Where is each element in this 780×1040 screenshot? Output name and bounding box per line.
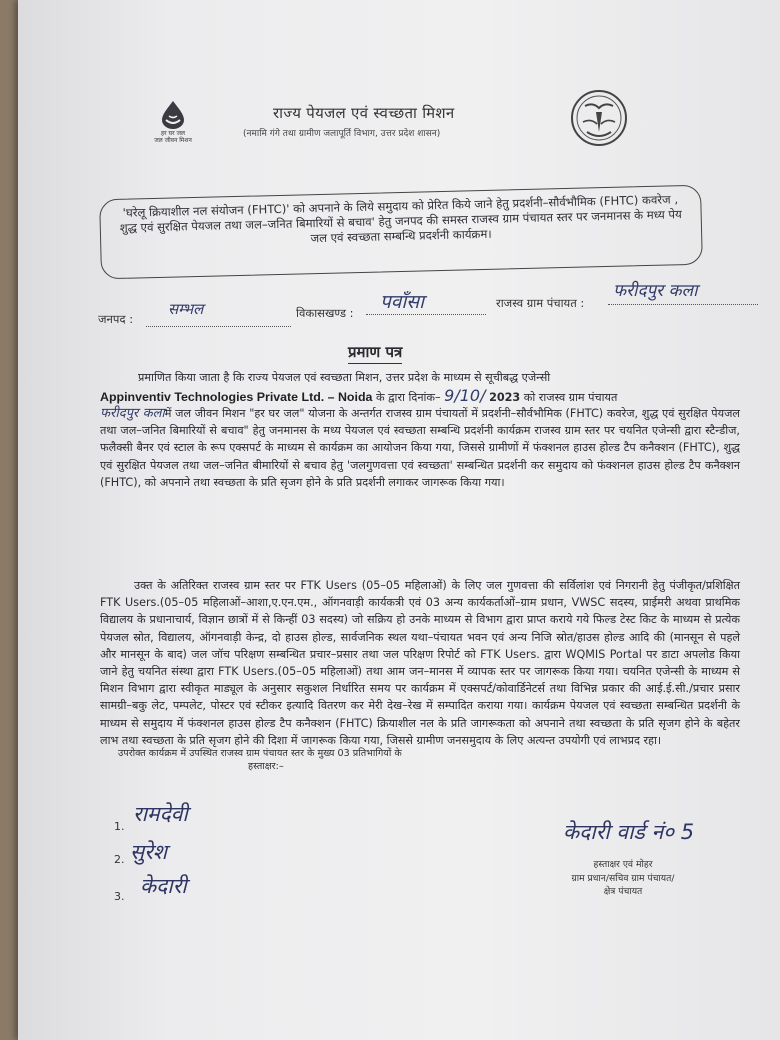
program-title-box: [99, 185, 703, 280]
pradhan-caption-line-2: ग्राम प्रधान/सचिव ग्राम पंचायत/: [571, 872, 675, 884]
certificate-title: प्रमाण पत्र: [348, 342, 402, 364]
participant-1-number: 1.: [114, 820, 125, 833]
signature-intro: [118, 747, 402, 773]
gram-handwritten: फरीदपुर कला: [100, 406, 165, 421]
pradhan-caption: [538, 858, 708, 899]
pradhan-signature: केदारी वार्ड नं० 5: [563, 820, 695, 844]
vikaskhand-value: पवाँसा: [380, 291, 425, 313]
up-government-emblem: [563, 88, 635, 154]
vikaskhand-label: विकासखण्ड :: [296, 306, 354, 320]
mission-subtitle: (नमामि गंगे तथा ग्रामीण जलापूर्ति विभाग, उत्तर प्रदेश शासन): [243, 129, 441, 139]
paragraph-1-rest: में जल जीवन मिशन "हर घर जल" योजना के अन्तर्गत राजस्व ग्राम पंचायतों में प्रदर्शनी–सौर्वभौमिक (FHTC) कवरेज, शुद्ध एवं सुरक्षित पेयजल तथा जल–जनित बिमारियों से बचाव" हेतु जनमानस के मध्य पेयजल एवं स्वच्छता सम्बन्धि प्रदर्शनी कार्यक्रम राजस्व ग्राम स्तर पर चयनित एजेन्सी द्वारा स्टैन्डीज, फलैक्सी बैनर एवं स्टाल के रूप एक्सपर्ट के माध्यम से कार्यक्रम का आयोजन किया गया, जिससे ग्रामीणों में फंक्शनल हाउस होल्ड टैप कनैक्शन (FHTC), शुद्ध एवं सुरक्षित पेयजल तथा जल–जनित बीमारियों से बचाव हेतु 'जलगुणवत्ता एवं स्वच्छता' सम्बन्धित प्रदर्शनी कर समुदाय को फंक्शनल हाउस होल्ड टैप कनैक्शन (FHTC), को अपनाने तथा स्वच्छता के प्रति सृजग होने के प्रति प्रदर्शनी लगाकर जागरूक किया गया।: [100, 407, 741, 489]
gram-panchayat-label: राजस्व ग्राम पंचायत :: [496, 296, 585, 310]
pradhan-caption-line-1: हस्ताक्षर एवं मोहर: [593, 859, 653, 870]
date-handwritten: 9/10/: [444, 386, 486, 405]
participant-2-signature: सुरेश: [130, 840, 168, 864]
agency-name: Appinventiv Technologies Private Ltd. – Noida: [100, 390, 373, 404]
signature-intro-line-1: उपरोक्त कार्यक्रम में उपस्थित राजस्व ग्राम पंचायत स्तर के मुख्य 03 प्रतिभागियों के: [118, 748, 402, 759]
jal-jeevan-mission-logo: [138, 100, 208, 144]
date-year: 2023: [489, 391, 521, 404]
mission-title: राज्य पेयजल एवं स्वच्छता मिशन: [273, 104, 455, 122]
gram-panchayat-value: फरीदपुर कला: [613, 281, 698, 301]
certificate-paragraph-1-body: [100, 405, 740, 491]
up-emblem-icon: [563, 88, 635, 150]
certificate-paragraph-1-line-2: [100, 387, 740, 406]
janpad-value: सम्भल: [168, 300, 204, 318]
participant-3-number: 3.: [114, 890, 125, 903]
janpad-label: जनपद :: [98, 312, 134, 326]
document-page: [18, 0, 780, 1040]
water-drop-logo-icon: [156, 100, 190, 130]
participant-1-signature: रामदेवी: [133, 802, 188, 826]
certificate-paragraph-2: उक्त के अतिरिक्त राजस्व ग्राम स्तर पर FTK Users (05–05 महिलाओं) के लिए जल गुणवत्ता की सर्विलांश एवं निगरानी हेतु पंजीकृत/प्रशिक्षित FTK Users.(05–05 महिलाओं–आशा,ए.एन.एम., ऑगनवाड़ी कार्यकत्री एवं 03 अन्य कार्यकर्ताओं–ग्राम प्रधान, VWSC सदस्य, प्राईमरी अथवा प्राथमिक विद्यालय के प्रधानाचार्य, विज्ञान छात्रों में से किन्हीं 03 सदस्य) जो सक्रिय हो उनके माध्यम से विभाग द्वारा प्राप्त कराये गये फिल्ड टेस्ट किट के माध्यम से प्रत्येक पेयजल स्रोत, विद्यालय, ऑगनवाड़ी केन्द्र, दो हाउस होल्ड, सार्वजनिक स्थल यथा–पंचायत भवन एवं अन्य निजि स्रोत/हाउस होल्ड आदि की (मानसून से पहले और मानसून के बाद) जल जॉच परिक्षण सम्बन्धित प्रचार–प्रसार तथा जल परिक्षण रिपोर्ट को FTK Users. द्वारा WQMIS Portal पर डाटा अपलोड किया जाने हेतु चयनित संस्था द्वारा FTK Users.(05–05 महिलाओं) तथा आम जन–मानस में व्यापक स्तर पर जागरूक किया गया। चयनित एजेन्सी के माध्यम से मिशन विभाग द्वारा स्वीकृत माड्यूल के अनुसार सकुशल निर्धारित समय पर कार्यक्रम में एक्सपर्ट/कोवार्डिनेटर्स तथा विभिन्न प्रकार की आई.ई.सी./प्रचार प्रसार सामग्री–बकु लेट, पम्पलेट, पोस्टर एवं स्टीकर इत्यादि वितरण कर मेरी देख–रेख में सम्पादित कराया गया। कार्यक्रम पेयजल एवं स्वच्छता सम्बन्धित प्रदर्शनी के माध्यम से समुदाय में फंक्शनल हाउस होल्ड टैप कनैक्शन (FHTC) क्रियाशील नल के प्रति जागरूकता को अपनाने तथा स्वच्छता के प्रति सृजग होने के बहेतर लाभ तथा स्वच्छता के प्रति सृजग होने की दिशा में जागरूक किया गया, जिससे ग्रामीण जनसमुदाय के लिए अत्यन्त उपयोगी एवं लाभप्रद रहा।: [100, 579, 740, 747]
logo-caption: हर घर जल जल जीवन मिशन: [154, 130, 192, 144]
program-title-text: 'घरेलू क्रियाशील नल संयोजन (FHTC)' को अपनाने के लिये समुदाय को प्रेरित किये जाने हेतु प्रदर्शनी–सौर्वभौमिक (FHTC) कवरेज , शुद्ध एवं सुरक्षित पेयजल तथा जल–जनित बिमारियों से बचाव' हेतु जनपद की समस्त राजस्व ग्राम पंचायत स्तर पर जनमानस के मध्य पेय जल एवं स्वच्छता सम्बन्धि प्रदर्शनी कार्यक्रम।: [119, 192, 682, 246]
pradhan-caption-line-3: क्षेत्र पंचायत: [603, 886, 643, 897]
certificate-paragraph-1-line-1: प्रमाणित किया जाता है कि राज्य पेयजल एवं स्वच्छता मिशन, उत्तर प्रदेश के माध्यम से सूचीबद्ध एजेन्सी: [138, 371, 551, 384]
participant-2-number: 2.: [114, 853, 125, 866]
participant-3-signature: केदारी: [140, 874, 187, 898]
date-label: के द्वारा दिनांक–: [375, 391, 441, 404]
after-date-text: को राजस्व ग्राम पंचायत: [523, 391, 618, 404]
signature-intro-line-2: हस्ताक्षर:–: [248, 761, 284, 772]
